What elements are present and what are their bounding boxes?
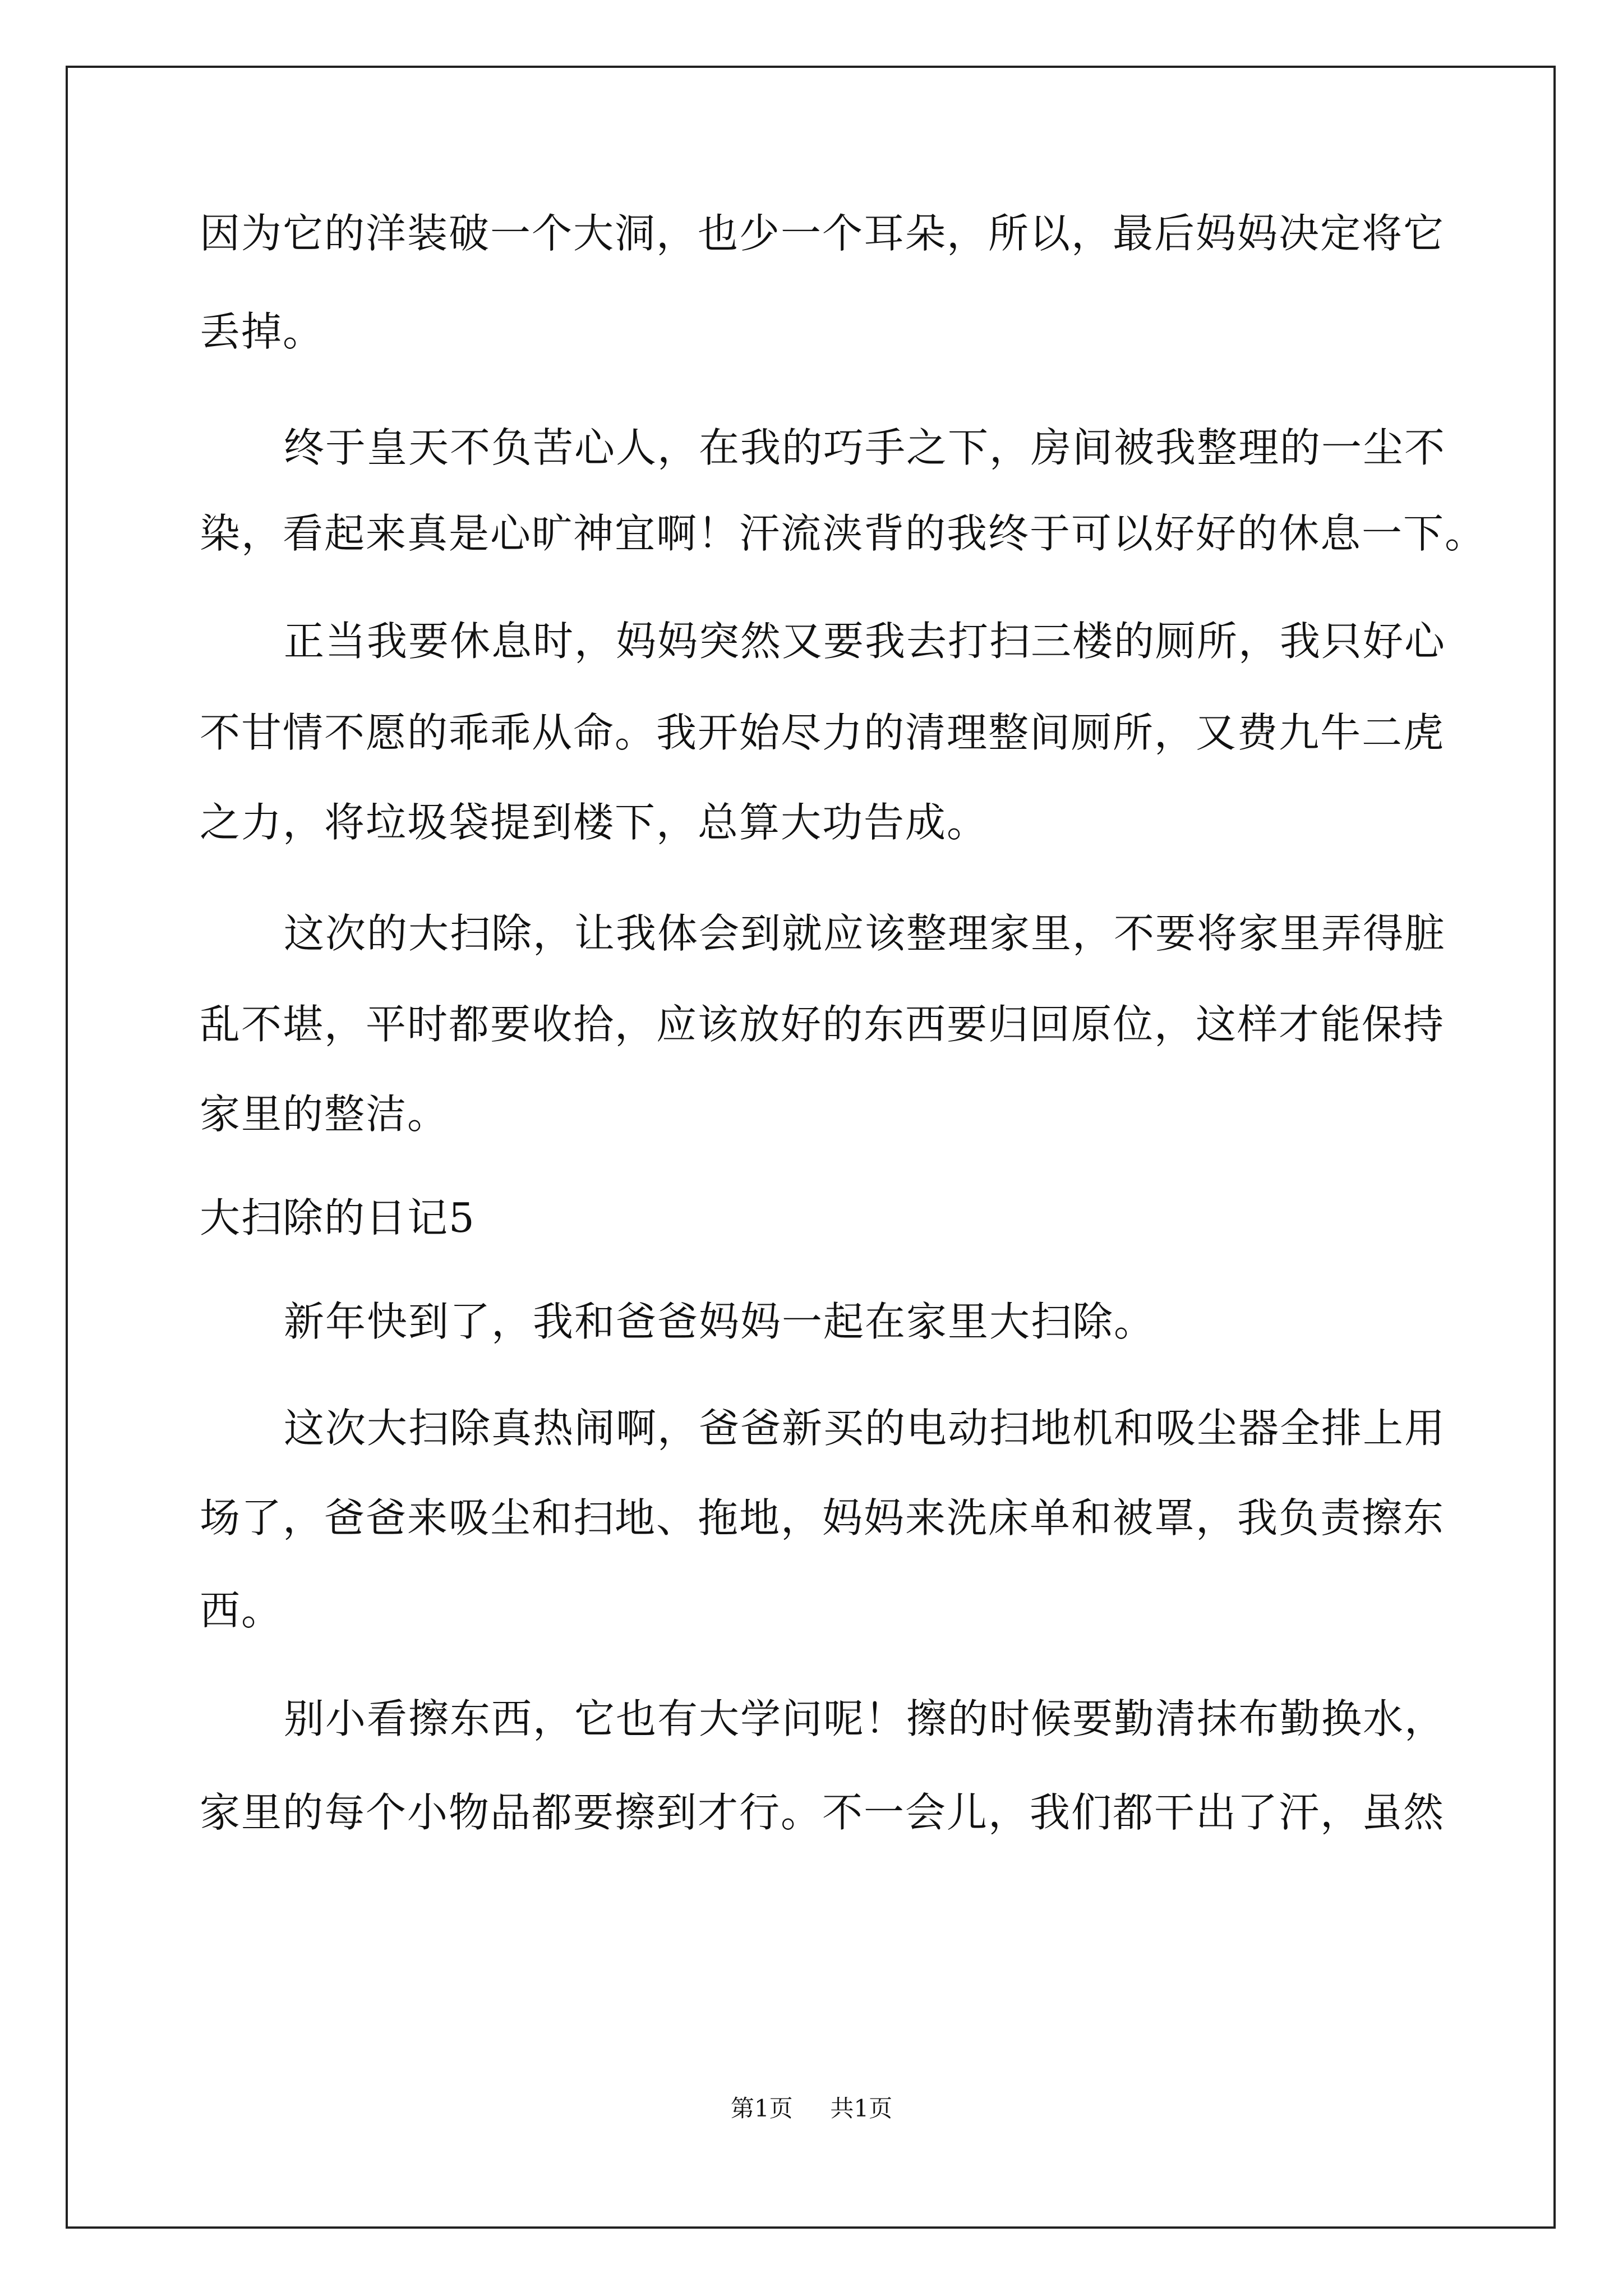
paragraph-line: 别小看擦东西，它也有大学问呢！擦的时候要勤清抹布勤换水， bbox=[284, 1695, 1446, 1742]
text-line: 丢掉。 bbox=[200, 308, 325, 355]
page-total: 共1页 bbox=[830, 2095, 893, 2122]
paragraph-line: 终于皇天不负苦心人，在我的巧手之下，房间被我整理的一尘不 bbox=[284, 424, 1446, 471]
text-line: 场了，爸爸来吸尘和扫地、拖地，妈妈来洗床单和被罩，我负责擦东 bbox=[200, 1494, 1445, 1542]
section-heading: 大扫除的日记5 bbox=[200, 1194, 476, 1241]
text-line: 乱不堪，平时都要收拾，应该放好的东西要归回原位，这样才能保持 bbox=[200, 1001, 1445, 1048]
paragraph-line: 这次的大扫除，让我体会到就应该整理家里，不要将家里弄得脏 bbox=[284, 910, 1446, 957]
page-border bbox=[66, 66, 1556, 2229]
text-line: 西。 bbox=[200, 1587, 283, 1634]
text-line: 家里的整洁。 bbox=[200, 1091, 449, 1138]
paragraph-line: 新年快到了，我和爸爸妈妈一起在家里大扫除。 bbox=[284, 1298, 1156, 1345]
text-line: 因为它的洋装破一个大洞，也少一个耳朵，所以，最后妈妈决定将它 bbox=[200, 210, 1445, 257]
text-line: 不甘情不愿的乖乖从命。我开始尽力的清理整间厕所，又费九牛二虎 bbox=[200, 709, 1445, 756]
text-line: 之力，将垃圾袋提到楼下，总算大功告成。 bbox=[200, 799, 989, 846]
text-line: 染，看起来真是心旷神宜啊！汗流浃背的我终于可以好好的休息一下。 bbox=[200, 510, 1487, 557]
paragraph-line: 这次大扫除真热闹啊，爸爸新买的电动扫地机和吸尘器全排上用 bbox=[284, 1405, 1446, 1452]
text-line: 家里的每个小物品都要擦到才行。不一会儿，我们都干出了汗，虽然 bbox=[200, 1789, 1445, 1836]
page-number: 第1页 bbox=[730, 2095, 793, 2122]
paragraph-line: 正当我要休息时，妈妈突然又要我去打扫三楼的厕所，我只好心 bbox=[284, 618, 1446, 665]
page-footer bbox=[0, 2097, 1623, 2120]
